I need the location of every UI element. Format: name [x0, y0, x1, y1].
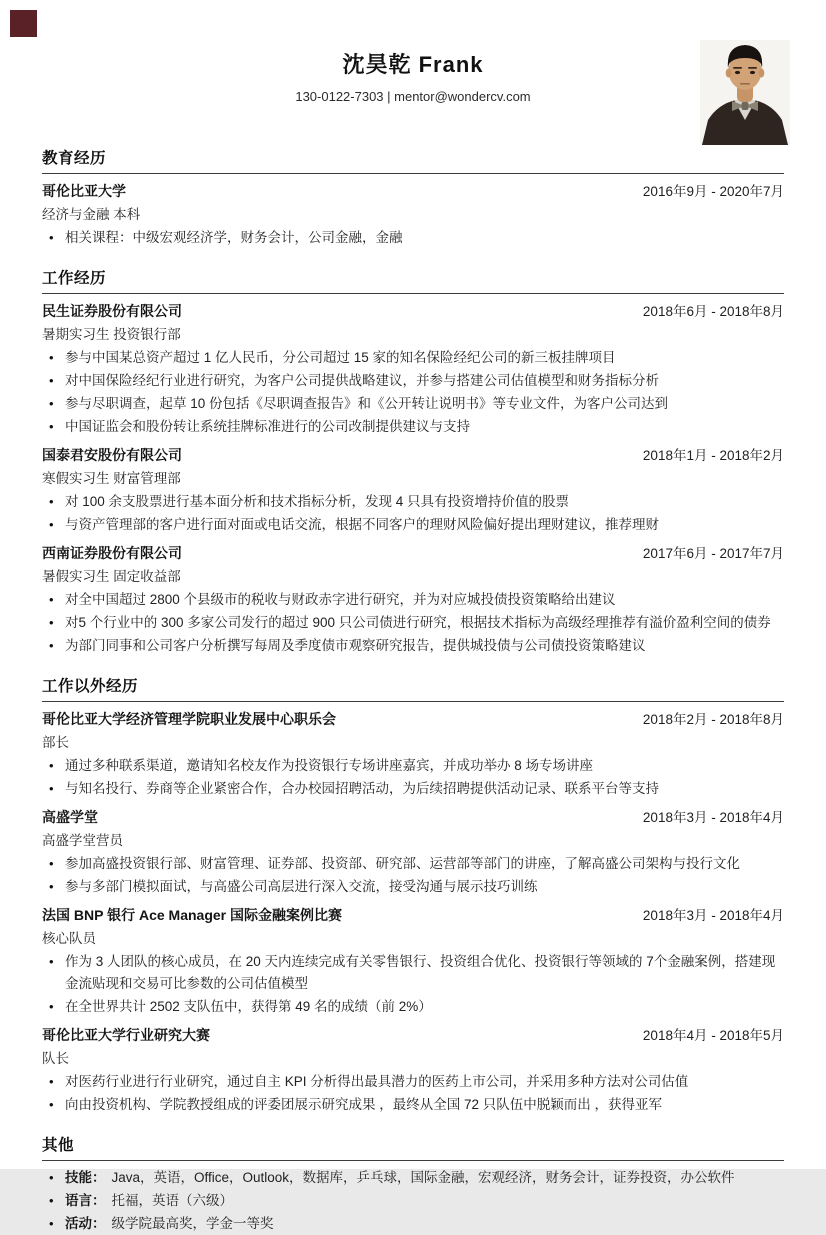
entry-header: [42, 1024, 784, 1047]
bullet-text: 对5 个行业中的 300 多家公司发行的超过 900 只公司债进行研究，根据技术指标为高级经理推荐有溢价盈利空间的债券: [65, 615, 771, 630]
bullet-item: [42, 1213, 784, 1235]
profile-photo: [700, 40, 790, 145]
entry-org: 哥伦比亚大学经济管理学院职业发展中心职乐会: [42, 711, 336, 727]
bullet-text: 参与尽职调查，起草 10 份包括《尽职调查报告》和《公开转让说明书》等专业文件，为客户公司达到: [65, 396, 669, 411]
bullet-item: [42, 370, 784, 392]
bullet-label: 语言：: [65, 1193, 106, 1208]
bullet-item: [42, 1094, 784, 1116]
bullet-list: [42, 491, 784, 536]
bullet-text: 与知名投行、券商等企业紧密合作，合办校园招聘活动，为后续招聘提供活动记录、联系平台等支持: [65, 781, 659, 796]
entry-date: 2017年6月 - 2017年7月: [642, 546, 784, 561]
bullet-item: [42, 347, 784, 369]
bullet-item: [42, 951, 784, 995]
entry: [42, 708, 784, 800]
entry-role: 经济与金融 本科: [42, 207, 141, 222]
entry-org: 国泰君安股份有限公司: [42, 447, 182, 463]
entry: [42, 1167, 784, 1235]
bullet-text: 对 100 余支股票进行基本面分析和技术指标分析，发现 4 只具有投资增持价值的股票: [65, 494, 570, 509]
brand-corner-mark: [10, 10, 37, 37]
bullet-item: [42, 1167, 784, 1189]
entry-header: [42, 708, 784, 731]
bullet-text: 对中国保险经纪行业进行研究，为客户公司提供战略建议，并参与搭建公司估值模型和财务指标分析: [65, 373, 659, 388]
bullet-text: 对全中国超过 2800 个县级市的税收与财政赤字进行研究，并为对应城投债投资策略给出建议: [65, 592, 616, 607]
entry-org: 哥伦比亚大学: [42, 183, 126, 199]
entry-header: [42, 904, 784, 927]
bullet-item: [42, 227, 784, 249]
entry-org: 高盛学堂: [42, 809, 98, 825]
entry-org: 西南证券股份有限公司: [42, 545, 182, 561]
bullet-text: 参与中国某总资产超过 1 亿人民币，分公司超过 15 家的知名保险经纪公司的新三板挂牌项目: [65, 350, 616, 365]
bullet-item: [42, 635, 784, 657]
bullet-item: [42, 393, 784, 415]
entry-role: 队长: [42, 1051, 69, 1066]
resume-section: [42, 266, 784, 657]
section-title: 教育经历: [42, 146, 784, 174]
bullet-list: [42, 227, 784, 249]
section-title: 工作经历: [42, 266, 784, 294]
entry-header: [42, 806, 784, 829]
bullet-item: [42, 491, 784, 513]
entry-org: 法国 BNP 银行 Ace Manager 国际金融案例比赛: [42, 907, 343, 923]
bullet-item: [42, 1071, 784, 1093]
bullet-text: 在全世界共计 2502 支队伍中，获得第 49 名的成绩（前 2%）: [65, 999, 432, 1014]
entry: [42, 180, 784, 249]
entry: [42, 300, 784, 438]
resume-section: [42, 1133, 784, 1235]
bullet-text: 参加高盛投资银行部、财富管理、证券部、投资部、研究部、运营部等部门的讲座，了解高盛公司架构与投行文化: [65, 856, 740, 871]
bullet-list: [42, 1071, 784, 1116]
bullet-item: [42, 996, 784, 1018]
entry-date: 2018年6月 - 2018年8月: [642, 304, 784, 319]
bullet-item: [42, 1190, 784, 1212]
bullet-text: 中国证监会和股份转让系统挂牌标准进行的公司改制提供建议与支持: [65, 419, 470, 434]
bullet-item: [42, 876, 784, 898]
bullet-label: 活动：: [65, 1216, 106, 1231]
bullet-text: 与资产管理部的客户进行面对面或电话交流，根据不同客户的理财风险偏好提出理财建议，推荐理财: [65, 517, 659, 532]
entry-header: [42, 542, 784, 565]
entry-date: 2016年9月 - 2020年7月: [642, 184, 784, 199]
entry-date: 2018年4月 - 2018年5月: [642, 1028, 784, 1043]
entry: [42, 1024, 784, 1116]
bullet-item: [42, 755, 784, 777]
entry-date: 2018年1月 - 2018年2月: [642, 448, 784, 463]
entry-role: 核心队员: [42, 931, 96, 946]
bullet-item: [42, 853, 784, 875]
bullet-list: [42, 853, 784, 898]
bullet-text: 托福，英语（六级）: [111, 1193, 233, 1208]
bullet-text: 级学院最高奖，学金一等奖: [111, 1216, 274, 1231]
candidate-name: 沈昊乾 Frank: [342, 52, 484, 77]
entry-role: 高盛学堂营员: [42, 833, 123, 848]
bullet-list: [42, 755, 784, 800]
entry-org: 民生证券股份有限公司: [42, 303, 182, 319]
entry-date: 2018年3月 - 2018年4月: [642, 810, 784, 825]
entry-role: 暑期实习生 投资银行部: [42, 327, 181, 342]
bullet-text: 通过多种联系渠道，邀请知名校友作为投资银行专场讲座嘉宾，并成功举办 8 场专场讲座: [65, 758, 594, 773]
entry: [42, 904, 784, 1018]
section-title: 其他: [42, 1133, 784, 1161]
entry-org: 哥伦比亚大学行业研究大赛: [42, 1027, 210, 1043]
bullet-text: 为部门同事和公司客户分析撰写每周及季度债市观察研究报告，提供城投债与公司债投资策略建议: [65, 638, 646, 653]
bullet-text: 相关课程：中级宏观经济学，财务会计，公司金融，金融: [65, 230, 403, 245]
bullet-text: 参与多部门模拟面试，与高盛公司高层进行深入交流，接受沟通与展示技巧训练: [65, 879, 538, 894]
entry-date: 2018年2月 - 2018年8月: [642, 712, 784, 727]
bullet-item: [42, 514, 784, 536]
bullet-item: [42, 416, 784, 438]
entry: [42, 542, 784, 657]
resume-section: [42, 674, 784, 1116]
entry: [42, 444, 784, 536]
bullet-text: 向由投资机构、学院教授组成的评委团展示研究成果 ，最终从全国 72 只队伍中脱颖而出 ，获得亚军: [65, 1097, 663, 1112]
entry-role: 寒假实习生 财富管理部: [42, 471, 181, 486]
section-title: 工作以外经历: [42, 674, 784, 702]
bullet-label: 技能：: [65, 1170, 106, 1185]
entry-date: 2018年3月 - 2018年4月: [642, 908, 784, 923]
entry-role: 暑假实习生 固定收益部: [42, 569, 181, 584]
bullet-list: [42, 1167, 784, 1235]
entry-role: 部长: [42, 735, 69, 750]
bullet-text: 作为 3 人团队的核心成员，在 20 天内连续完成有关零售银行、投资组合优化、投资银行等领域的 7个金融案例，搭建现金流贴现和交易可比参数的公司估值模型: [65, 954, 776, 991]
bullet-list: [42, 951, 784, 1018]
resume-body: [0, 146, 826, 1235]
entry-header: [42, 300, 784, 323]
contact-line: 130-0122-7303 | mentor@wondercv.com: [295, 89, 531, 104]
bullet-text: Java，英语，Office，Outlook，数据库，乒乓球，国际金融，宏观经济，财务会计，证券投资，办公软件: [111, 1170, 735, 1185]
bullet-text: 对医药行业进行行业研究，通过自主 KPI 分析得出最具潜力的医药上市公司，并采用多种方法对公司估值: [65, 1074, 689, 1089]
bullet-item: [42, 612, 784, 634]
entry-header: [42, 444, 784, 467]
bullet-list: [42, 589, 784, 657]
entry-header: [42, 180, 784, 203]
bullet-item: [42, 589, 784, 611]
resume-section: [42, 146, 784, 249]
bullet-item: [42, 778, 784, 800]
bullet-list: [42, 347, 784, 438]
entry: [42, 806, 784, 898]
